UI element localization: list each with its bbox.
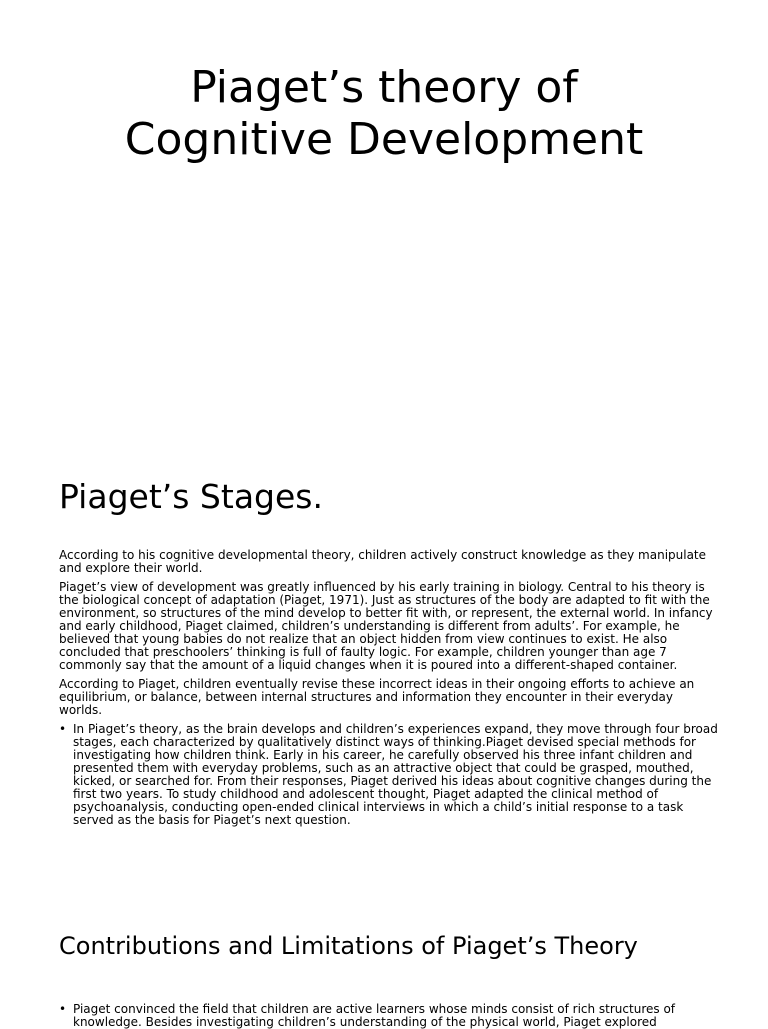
stages-bullet-text: In Piaget’s theory, as the brain develops and children’s experiences expand, they move through four broad stages, each characterized by qualitatively distinct ways of thinking.Piaget devised special methods for investigating how children think. Early in his career, he carefully observed his three infant children and presented them with everyday problems, such as an attractive object that could be grasped, mouthed, kicked, or searched for. From their responses, Piaget derived his ideas about cognitive changes during the first two years. To study childhood and adolescent thought, Piaget adapted the clinical method of psychoanalysis, conducting open-ended clinical interviews in which a child’s initial response to a task served as the basis for Piaget’s next question. [73,722,718,827]
stages-paragraph: According to Piaget, children eventually revise these incorrect ideas in their ongoing efforts to achieve an equilibrium, or balance, between internal structures and information they encounter in their everyday worlds. [59,677,695,717]
stages-heading: Piaget’s Stages. [59,477,323,516]
contributions-bullet-text: Piaget convinced the field that children are active learners whose minds consist of rich structures of knowledge. Besides investigating children’s understanding of the physical world, Piaget explored [73,1002,676,1029]
stages-bullet-list [59,723,719,827]
stages-paragraph: Piaget’s view of development was greatly influenced by his early training in biology. Central to his theory is the biological concept of adaptation (Piaget, 1971). Just as structures of the body are adapted to fit with the environment, so structures of the mind develop to better fit with, or represent, the external world. In infancy and early childhood, Piaget claimed, children’s understanding is different from adults’. For example, he believed that young babies do not realize that an object hidden from view continues to exist. He also concluded that preschoolers’ thinking is full of faulty logic. For example, children younger than age 7 commonly say that the amount of a liquid changes when it is poured into a different-shaped container. [59,580,713,672]
stages-body [59,549,719,827]
page-title: Piaget’s theory of Cognitive Development [124,62,644,165]
contributions-body [59,1003,719,1029]
bullet-icon: • [59,1002,67,1016]
contributions-heading: Contributions and Limitations of Piaget’s Theory [59,932,638,960]
contributions-bullet-item [59,1003,719,1029]
stages-paragraph: According to his cognitive developmental theory, children actively construct knowledge as they manipulate and explore their world. [59,548,707,575]
stages-bullet-item [59,723,719,827]
contributions-bullet-list [59,1003,719,1029]
bullet-icon: • [59,722,67,736]
